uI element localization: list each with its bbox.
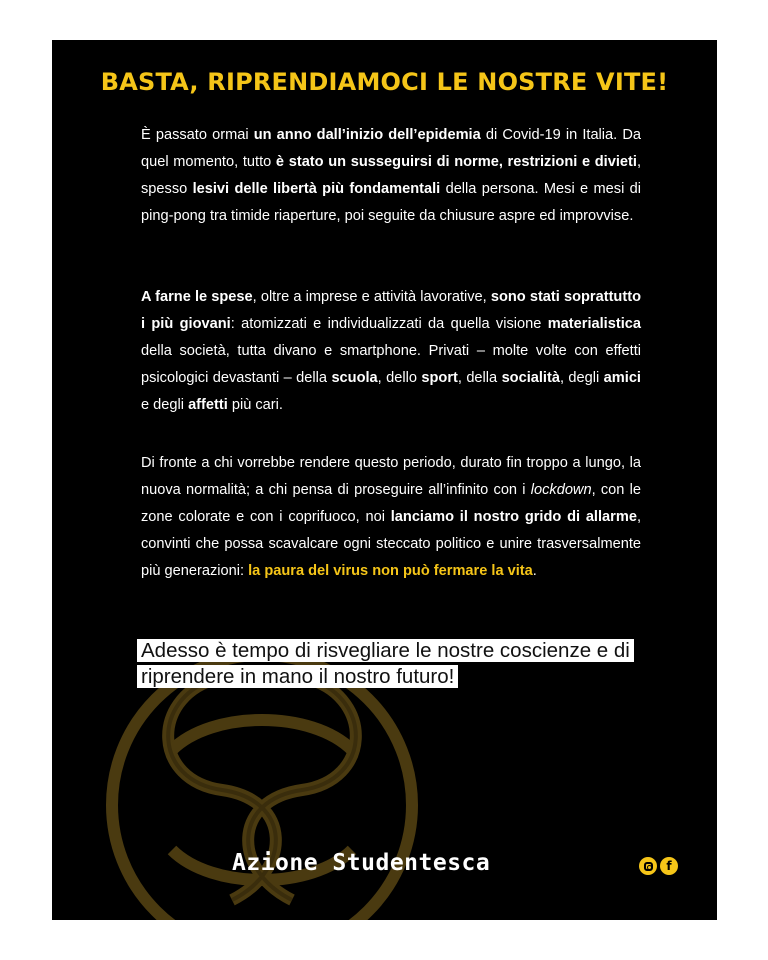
text-run: , degli bbox=[559, 370, 604, 386]
text-run: di Covid-19 in Italia. Da quel momento, tutto bbox=[141, 127, 641, 170]
call-to-action bbox=[137, 638, 647, 690]
text-run: . bbox=[532, 563, 537, 579]
text-run: , con le zone colorate e con i coprifuoco, noi bbox=[141, 482, 641, 525]
text-run: : atomizzati e individualizzati da quella visione bbox=[230, 316, 548, 332]
bold-text: sport bbox=[421, 370, 458, 386]
text-run: Di fronte a chi vorrebbe rendere questo periodo, durato fin troppo a lungo, la nuova normalità; a chi pensa di proseguire all’infinito con i bbox=[141, 455, 641, 498]
bold-text: lesivi delle libertà più fondamentali bbox=[192, 181, 441, 197]
bold-text: materialistica bbox=[547, 316, 641, 332]
paragraph-2 bbox=[141, 284, 641, 419]
poster bbox=[52, 40, 717, 920]
call-to-action-text: Adesso è tempo di risvegliare le nostre coscienze e di riprendere in mano il nostro futuro! bbox=[137, 639, 634, 688]
text-run: , convinti che possa scavalcare ogni steccato politico e unire trasversalmente più generazioni: bbox=[141, 509, 641, 579]
bold-text: A farne le spese bbox=[141, 289, 253, 305]
text-run: È passato ormai bbox=[141, 127, 254, 143]
social-links bbox=[639, 857, 678, 875]
poster-title: BASTA, RIPRENDIAMOCI LE NOSTRE VITE! bbox=[100, 68, 669, 96]
bold-text: lanciamo il nostro grido di allarme bbox=[390, 509, 637, 525]
bold-text: è stato un susseguirsi di norme, restrizioni e divieti bbox=[275, 154, 637, 170]
italic-text: lockdown bbox=[530, 482, 592, 498]
facebook-letter: f bbox=[666, 859, 672, 873]
text-run: , spesso bbox=[141, 154, 641, 197]
paragraph-1 bbox=[141, 122, 641, 230]
facebook-icon[interactable] bbox=[660, 857, 678, 875]
text-run: , della bbox=[457, 370, 502, 386]
bold-text: un anno dall’inizio dell’epidemia bbox=[253, 127, 481, 143]
text-run: della società, tutta divano e smartphone. Privati – molte volte con effetti psicologici devastanti – della bbox=[141, 343, 641, 386]
bold-text: sono stati soprattutto i più giovani bbox=[141, 289, 641, 332]
bold-text: affetti bbox=[188, 397, 228, 413]
text-run: , oltre a imprese e attività lavorative, bbox=[252, 289, 491, 305]
text-run: , dello bbox=[377, 370, 422, 386]
text-run: più cari. bbox=[227, 397, 283, 413]
bold-text: amici bbox=[603, 370, 641, 386]
bold-text: scuola bbox=[331, 370, 378, 386]
highlight-text: la paura del virus non può fermare la vita bbox=[248, 563, 533, 579]
text-run: della persona. Mesi e mesi di ping-pong tra timide riaperture, poi seguite da chiusure aspre ed improvvise. bbox=[141, 181, 642, 224]
instagram-icon[interactable] bbox=[639, 857, 657, 875]
bold-text: socialità bbox=[501, 370, 560, 386]
brand-name: Azione Studentesca bbox=[232, 850, 491, 876]
paragraph-3 bbox=[141, 450, 641, 585]
text-run: e degli bbox=[141, 397, 189, 413]
